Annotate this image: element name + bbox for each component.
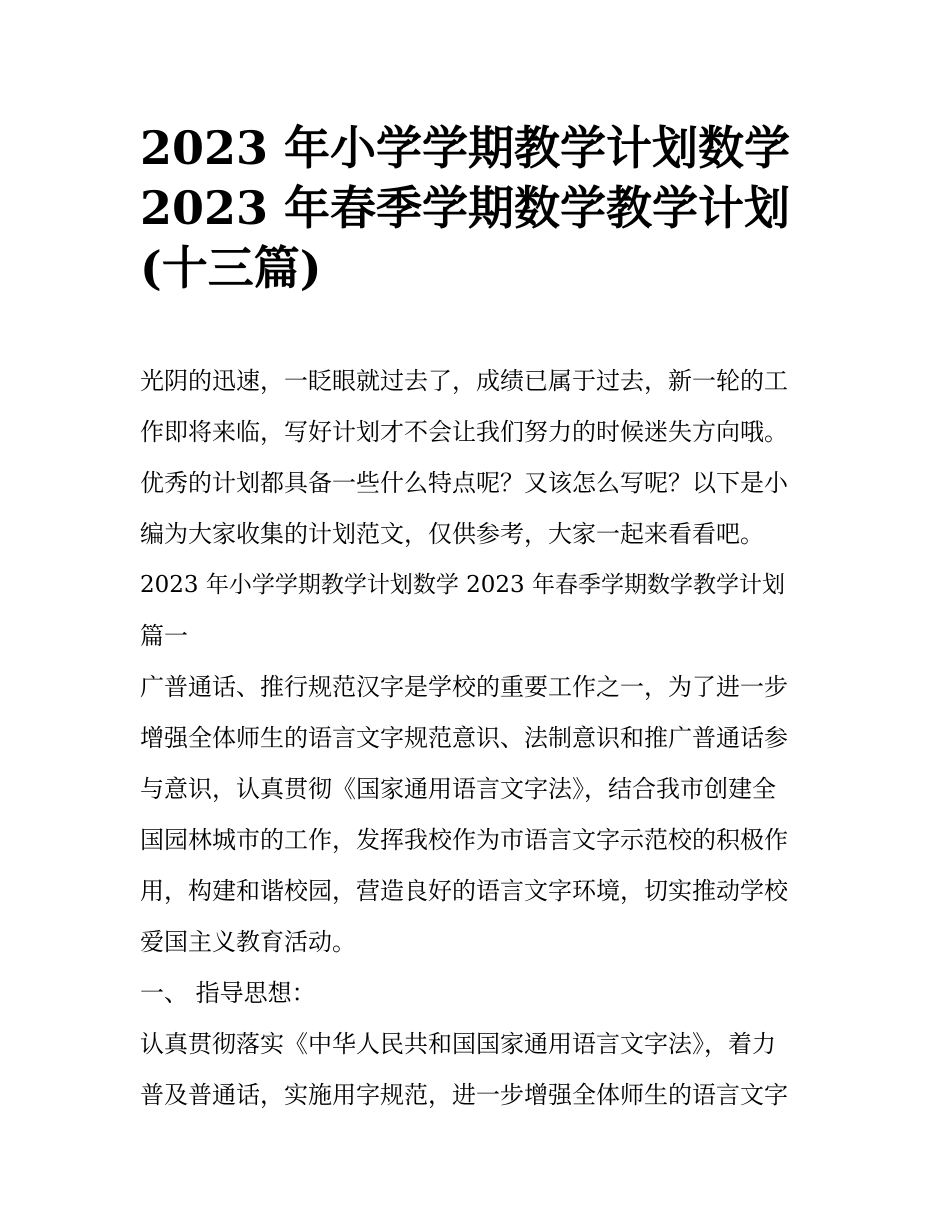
- title-line-1: 2023 年小学学期教学计划数学: [140, 121, 791, 175]
- body-line-11: 用，构建和谐校园，营造良好的语言文字环境，切实推动学校: [140, 877, 788, 905]
- section-heading-line: 2023 年小学学期教学计划数学 2023 年春季学期数学教学计划: [140, 572, 785, 598]
- body-line-14: 认真贯彻落实《中华人民共和国国家通用语言文字法》，着力: [140, 1030, 776, 1058]
- document-body: [140, 356, 820, 1121]
- body-line-3: 优秀的计划都具备一些什么特点呢？又该怎么写呢？以下是小: [140, 469, 788, 497]
- body-line-8: 增强全体师生的语言文字规范意识、法制意识和推广普通话参: [140, 724, 788, 752]
- body-line-7: 广普通话、推行规范汉字是学校的重要工作之一，为了进一步: [140, 673, 788, 701]
- document-title: [140, 118, 820, 298]
- body-line-10: 国园林城市的工作，发挥我校作为市语言文字示范校的积极作: [140, 826, 788, 854]
- body-line-12: 爱国主义教育活动。: [140, 928, 356, 956]
- body-line-4: 编为大家收集的计划范文，仅供参考，大家一起来看看吧。: [140, 520, 764, 548]
- body-line-9: 与意识，认真贯彻《国家通用语言文字法》，结合我市创建全: [140, 775, 776, 803]
- section-heading-suffix: 篇一: [140, 622, 188, 650]
- subsection-heading: 一、 指导思想：: [140, 979, 316, 1007]
- body-line-15: 普及普通话，实施用字规范，进一步增强全体师生的语言文字: [140, 1081, 788, 1109]
- body-line-1: 光阴的迅速，一眨眼就过去了，成绩已属于过去，新一轮的工: [140, 367, 788, 395]
- title-line-2: 2023 年春季学期数学教学计划: [140, 181, 791, 235]
- title-line-3: (十三篇): [140, 241, 322, 295]
- body-line-2: 作即将来临，写好计划才不会让我们努力的时候迷失方向哦。: [140, 418, 788, 446]
